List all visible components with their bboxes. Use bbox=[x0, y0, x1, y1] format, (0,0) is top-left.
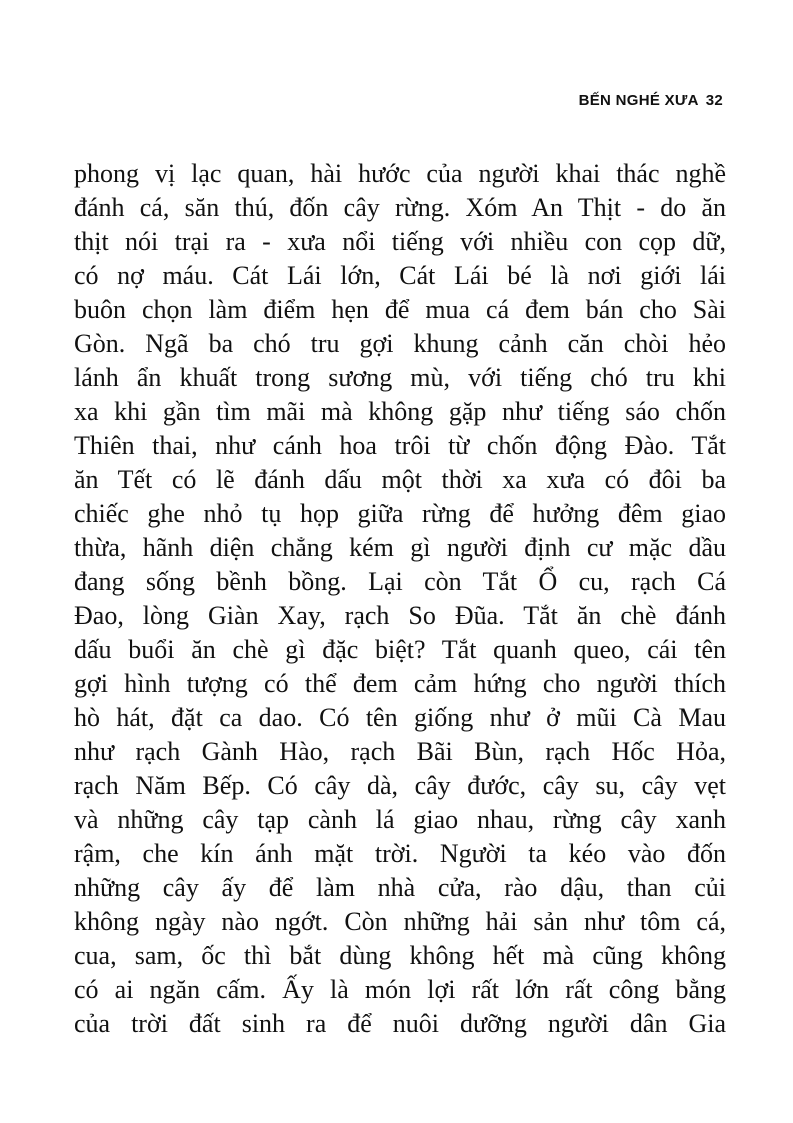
text-line: gợi hình tượng có thể đem cảm hứng cho người thích bbox=[74, 669, 726, 698]
text-line: dấu buổi ăn chè gì đặc biệt? Tắt quanh queo, cái tên bbox=[74, 635, 726, 664]
text-line: hò hát, đặt ca dao. Có tên giống như ở mũi Cà Mau bbox=[74, 703, 726, 732]
text-line: buôn chọn làm điểm hẹn để mua cá đem bán cho Sài bbox=[74, 295, 726, 324]
text-line: đang sống bềnh bồng. Lại còn Tắt Ổ cu, rạch Cá bbox=[74, 567, 726, 596]
text-line: chiếc ghe nhỏ tụ họp giữa rừng để hưởng đêm giao bbox=[74, 499, 726, 528]
text-line: xa khi gần tìm mãi mà không gặp như tiếng sáo chốn bbox=[74, 397, 726, 426]
text-line: như rạch Gành Hào, rạch Bãi Bùn, rạch Hốc Hỏa, bbox=[74, 737, 726, 766]
text-line: rạch Năm Bếp. Có cây dà, cây đước, cây su, cây vẹt bbox=[74, 771, 726, 800]
body-text bbox=[74, 157, 726, 1041]
text-line: đánh cá, săn thú, đốn cây rừng. Xóm An Thịt - do ăn bbox=[74, 193, 726, 222]
text-line: cua, sam, ốc thì bắt dùng không hết mà cũng không bbox=[74, 941, 726, 970]
text-line: những cây ấy để làm nhà cửa, rào dậu, than củi bbox=[74, 873, 726, 902]
text-line: Thiên thai, như cánh hoa trôi từ chốn động Đào. Tắt bbox=[74, 431, 726, 460]
text-line: phong vị lạc quan, hài hước của người khai thác nghề bbox=[74, 159, 726, 188]
text-line: thịt nói trại ra - xưa nổi tiếng với nhiều con cọp dữ, bbox=[74, 227, 726, 256]
text-line: ăn Tết có lẽ đánh dấu một thời xa xưa có đôi ba bbox=[74, 465, 726, 494]
text-line: rậm, che kín ánh mặt trời. Người ta kéo vào đốn bbox=[74, 839, 726, 868]
text-line: không ngày nào ngớt. Còn những hải sản như tôm cá, bbox=[74, 907, 726, 936]
text-line: có ai ngăn cấm. Ấy là món lợi rất lớn rất công bằng bbox=[74, 975, 726, 1004]
text-line: của trời đất sinh ra để nuôi dưỡng người dân Gia bbox=[74, 1009, 726, 1038]
running-header bbox=[579, 92, 723, 109]
text-line: và những cây tạp cành lá giao nhau, rừng cây xanh bbox=[74, 805, 726, 834]
page-number: 32 bbox=[705, 92, 723, 109]
text-line: lánh ẩn khuất trong sương mù, với tiếng chó tru khi bbox=[74, 363, 726, 392]
text-line: Gòn. Ngã ba chó tru gợi khung cảnh căn chòi hẻo bbox=[74, 329, 726, 358]
text-line: có nợ máu. Cát Lái lớn, Cát Lái bé là nơi giới lái bbox=[74, 261, 726, 290]
text-line: Đao, lòng Giàn Xay, rạch So Đũa. Tắt ăn chè đánh bbox=[74, 601, 726, 630]
header-title: BẾN NGHÉ XƯA bbox=[578, 92, 699, 109]
text-line: thừa, hãnh diện chẳng kém gì người định cư mặc dầu bbox=[74, 533, 726, 562]
